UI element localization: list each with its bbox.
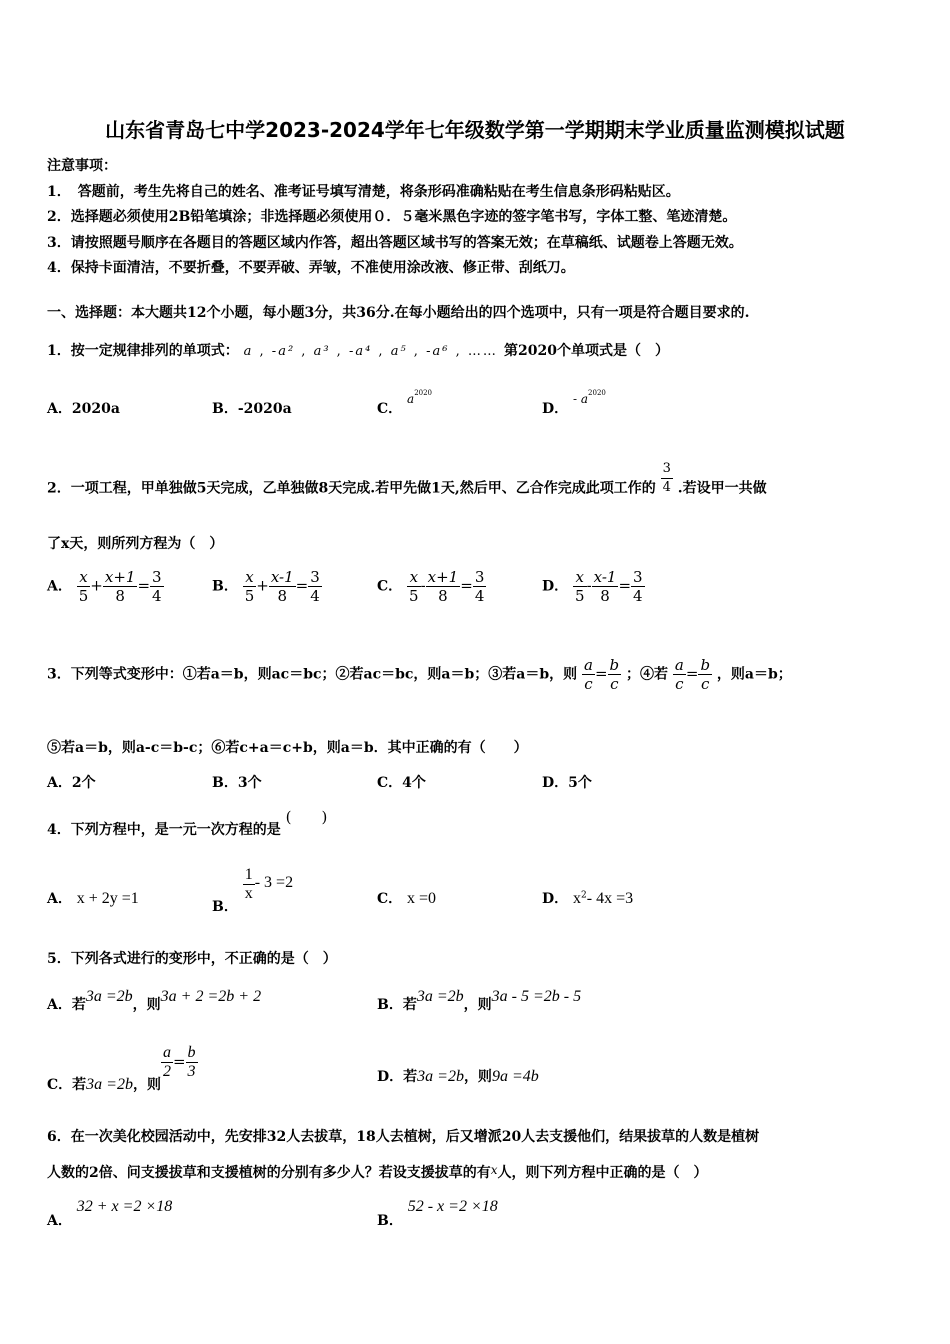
question-2-line-2: 了x天，则所列方程为（ ） [47,536,224,552]
note-item: 3．请按照题号顺序在各题目的答题区域内作答，超出答题区域书写的答案无效；在草稿纸、试题卷上答题无效。 [47,234,743,251]
question-5: 5．下列各式进行的变形中，不正确的是（ ） [47,951,337,967]
question-1 [47,340,669,360]
q2-option-a: A． $\frac{x}{5}$ + $\frac{x+1}{8}$ = $\frac{3}{4}$ [47,568,162,605]
section-heading: 一、选择题：本大题共12个小题，每小题3分，共36分.在每小题给出的四个选项中，只有一项是符合题目要求的. [47,305,750,321]
notes [47,154,907,282]
q1-option-d: D． - $a^{2020}$ [542,389,606,417]
q2-fraction: $\frac{3}{4}$ [662,461,671,495]
q3-option-b: B．3个 [212,775,262,791]
q3-option-d: D．5个 [542,775,592,791]
question-2-line-1: 2．一项工程，甲单独做5天完成，乙单独做8天完成.若甲先做1天,然后甲、乙合作完成此项工作的 $\frac{3}{4}$ .若设甲一共做 [47,461,767,497]
q1-option-c: C． $a^{2020}$ [377,389,433,417]
q4-option-c: C． x =0 [377,890,437,907]
q2-option-c: C． $\frac{x}{5}$ - $\frac{x+1}{8}$ = $\frac{3}{4}$ [377,568,485,605]
note-item: 4．保持卡面清洁，不要折叠，不要弄破、弄皱，不准使用涂改液、修正带、刮纸刀。 [47,260,575,276]
q1-tail: 第2020个单项式是（ ） [503,343,669,359]
q5-option-d: D．若3a =2b，则9a =4b [377,1068,539,1085]
exam-title: 山东省青岛七中学2023-2024学年七年级数学第一学期期末学业质量监测模拟试题 [105,118,845,142]
question-3-line-1: 3．下列等式变形中：①若a＝b，则ac＝bc；②若ac＝bc，则a＝b；③若a＝b，则 $\frac{a}{c}$ = $\frac{b}{c}$ ；④若 $\frac{a}{c}$ = $\frac{b}{c}$ ，则a＝b； [47,656,792,693]
note-item: 2．选择题必须使用2B铅笔填涂；非选择题必须使用０．５毫米黑色字迹的签字笔书写，字体工整、笔迹清楚。 [47,209,737,225]
q4-option-a: A． x + 2y =1 [47,890,139,907]
question-6-line-1: 6．在一次美化校园活动中，先安排32人去拔草，18人去植树，后又增派20人去支援他们，结果拔草的人数是植树 [47,1129,760,1145]
q4-option-b: B． $\frac{1}{x}$ - 3 =2 [212,866,294,915]
question-3-line-2: ⑤若a＝b，则a-c＝b-c；⑥若c+a＝c+b，则a＝b．其中正确的有（ ） [47,740,528,756]
q5-option-b: B．若3a =2b，则3a - 5 =2b - 5 [377,988,582,1013]
q1-sequence: a , -a² , a³ , -a⁴ , a⁵ , -a⁶ , …… [243,344,498,359]
q5-option-c: C．若3a =2b，则 $\frac{a}{2}$ = $\frac{b}{3}$ [47,1044,196,1093]
question-4: 4．下列方程中，是一元一次方程的是 ( ) [47,808,328,838]
q6-option-b: B． 52 - x =2 ×18 [377,1198,498,1229]
q6-option-a: A． 32 + x =2 ×18 [47,1198,173,1229]
question-6-line-2: 人数的2倍、问支援拔草和支援植树的分别有多少人？若设支援拔草的有x人，则下列方程中正确的是（ ） [47,1163,708,1181]
q3-option-c: C．4个 [377,775,426,791]
q1-stem: 1．按一定规律排列的单项式： [47,343,239,359]
q3-option-a: A．2个 [47,775,96,791]
note-item: 1． 答题前，考生先将自己的姓名、准考证号填写清楚，将条形码准确粘贴在考生信息条形码粘贴区。 [47,183,680,200]
q1-option-a: A．2020a [47,401,120,417]
q2-option-b: B． $\frac{x}{5}$ + $\frac{x-1}{8}$ = $\frac{3}{4}$ [212,568,320,605]
q4-option-d: D． $x^2-$ 4x =3 [542,890,634,907]
q1-option-b: B．-2020a [212,401,292,417]
q2-option-d: D． $\frac{x}{5}$ - $\frac{x-1}{8}$ = $\frac{3}{4}$ [542,568,643,605]
q5-option-a: A．若3a =2b，则3a + 2 =2b + 2 [47,988,262,1013]
notes-heading: 注意事项： [47,158,117,174]
